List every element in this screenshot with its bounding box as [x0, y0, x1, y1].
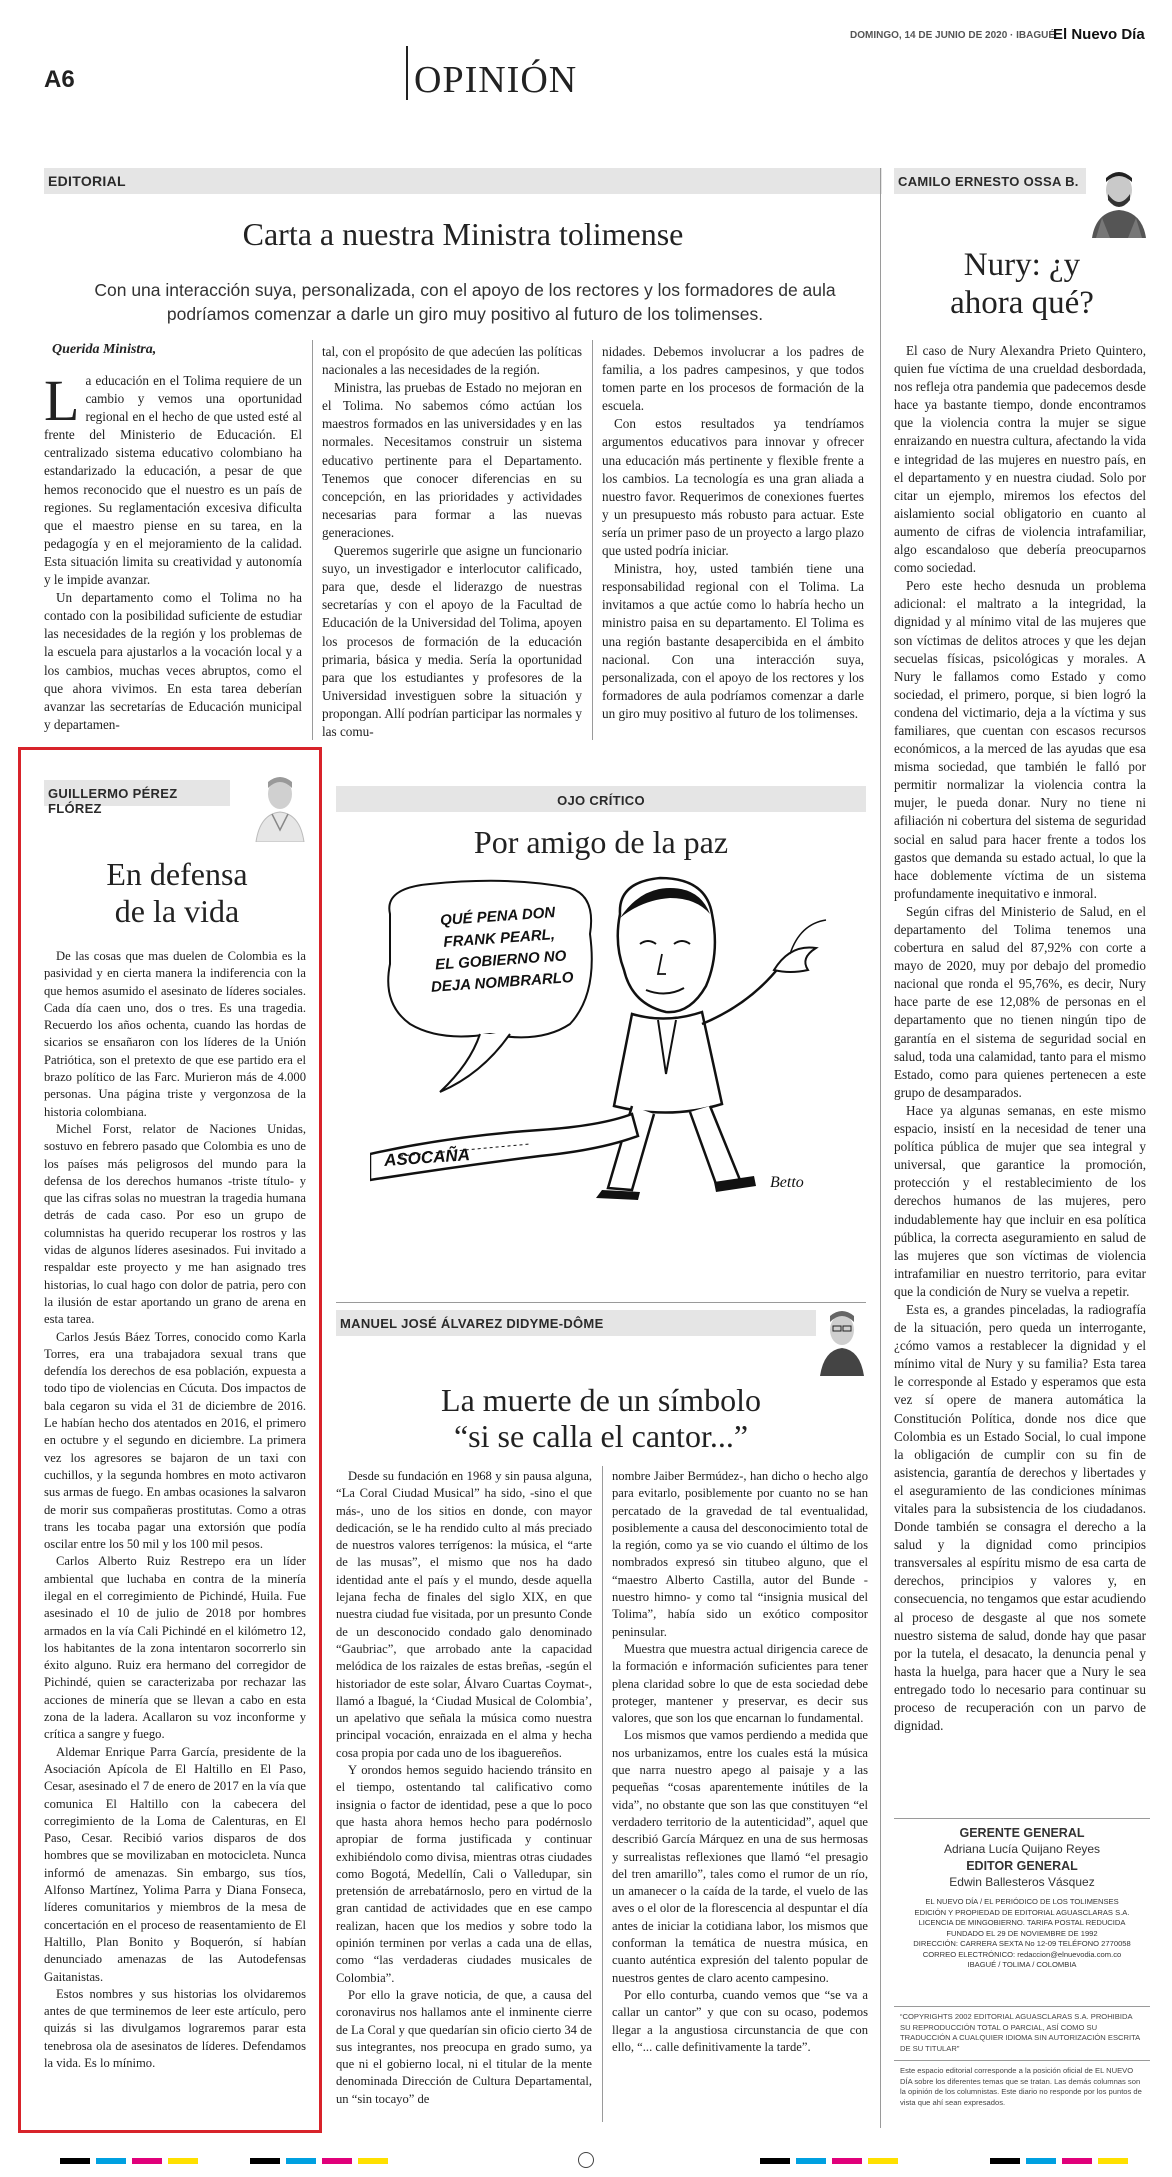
- section-rule: [336, 1302, 866, 1303]
- column-right-p4: Hace ya algunas semanas, en este mismo espacio, insistí en la necesidad de tener una política pública de mujer que sea integral y universal, que garantice la promoción, protección y el restablecimiento de los derechos humanos de las mujeres, pero indudablemente hay que incluir en esa política pública, la correcta aseguramiento en salud de las mujeres que son víctimas de violencia intrafamiliar en nuestro territorio, para evitar que la condición de Nury se vuelva a repetir.: [894, 1102, 1146, 1299]
- column-right-title: [894, 246, 1150, 322]
- speech-line-2: FRANK PEARL,: [442, 926, 556, 951]
- column-right-body: [894, 342, 1146, 1735]
- staff-info-line: EDICIÓN Y PROPIEDAD DE EDITORIAL AGUASCLARAS S.A.: [914, 1907, 1130, 1917]
- column-center-a-p3: Por ello la grave noticia, de que, a causa del coronavirus nos hallamos ante el inminente cierre de La Coral y que quedarían sin oficio cierto 34 de sus integrantes, nos preocupa en grado sumo, ya que ni el gobierno local, ni el titular de la mente denominada Dirección de Cultura Departamental, un “sin tocayo” de: [336, 1987, 592, 2106]
- column-right-p3: Según cifras del Ministerio de Salud, en el departamento del Tolima tenemos una cobertura en salud del 87,92% con corte a mayo de 2020, muy por debajo del promedio nacional que ronda el 95,76%, es decir, Nury hace parte de ese 12,08% de personas en el departamento que no tienen ningún tipo de garantía en el sistema de seguridad social en salud, toda una calamidad, tanto para el mismo Estado, como para quienes pertenecen a este grupo de desamparados.: [894, 903, 1146, 1100]
- cartoon: [370, 874, 840, 1218]
- manager-name: Adriana Lucía Quijano Reyes: [943, 1842, 1101, 1856]
- staff-info-line: LICENCIA DE MINGOBIERNO. TARIFA POSTAL REDUCIDA: [918, 1918, 1126, 1927]
- staff-rule: [894, 2006, 1150, 2007]
- editorial-col2-p1: tal, con el propósito de que adecúen las políticas nacionales a las necesidades de la región.: [322, 344, 582, 378]
- column-right-author: CAMILO ERNESTO OSSA B.: [898, 174, 1079, 189]
- staff-rule: [894, 1818, 1150, 1819]
- author-photo-perez: [250, 770, 310, 842]
- column-center-a-p1: Desde su fundación en 1968 y sin pausa alguna, “La Coral Ciudad Musical” ha sido, -sino el que más-, uno de los sitios en donde, con mayor dedicación, se le ha rendido culto al más preciado de nuestros valores terrígenos: la música, el “arte de las musas”, el mismo que nos ha dado identidad ante el país y el mundo, desde aquella lejana fecha de finales del siglo XIX, en que nuestra ciudad fue visitada, por un presunto Conde de un desconocido condado galo denominado “Gaubriac”, que arrobado ante la capacidad melódica de los raizales de estas breñas, -según el historiador de este solar, Álvaro Cuartas Coymat-, llamó a Ibagué, la ‘Ciudad Musical de Colombia’, un apelativo que señala la música como nuestra principal vocación, enraizada en el alma y hecha cosa propia por cada uno de los ibaguereños.: [336, 1469, 593, 1760]
- editor-name: Edwin Ballesteros Vásquez: [949, 1875, 1095, 1889]
- column-center-b-p2: Muestra que muestra actual dirigencia carece de la formación e información suficientes para tener plena claridad sobre lo que de esta sociedad debe proteger, mantener y preservar, es decir sus valores, que son los que encarnan lo fundamental.: [612, 1641, 868, 1726]
- editorial-label: EDITORIAL: [48, 173, 126, 189]
- column-center-b-p1: nombre Jaiber Bermúdez-, han dicho o hecho algo para evitarlo, posiblemente por cuanto no se han percatado de la gravedad de tal eventualidad, posiblemente a causa del desconocimiento total de la región, como ya se vio cuando el último de los nombrados expresó sin titubeo alguno, que el “maestro Alberto Castilla, autor del Bunde -nuestro himno- y como tal “insignia musical del Tolima”, había sido un exótico compositor peninsular.: [612, 1469, 868, 1639]
- cartoonist-signature: Betto: [770, 1174, 804, 1191]
- staff-info-line: IBAGUÉ / TOLIMA / COLOMBIA: [967, 1960, 1077, 1969]
- dateline: DOMINGO, 14 DE JUNIO DE 2020 · IBAGUÉ: [850, 30, 1056, 41]
- column-left-p4: Carlos Alberto Ruiz Restrepo era un líder ambiental que luchaba en contra de la minería ilegal en el corregimiento de Pichindé, Huila. Fue asesinado el 10 de julio de 2018 por hombres armados en la vía Cali Pichindé en el kilómetro 12, los habitantes de la zona intentaron socorrerlo sin éxito alguno. Ruiz era hermano del corregidor de Pichindé, quien se caracterizaba por rechazar las acciones de minería que se llevan a cabo en esta zona de la ladera. Acallaron su voz inconforme y crítica a sangre y fuego.: [44, 1554, 306, 1742]
- editorial-title: Carta a nuestra Ministra tolimense: [242, 216, 684, 252]
- author-photo-alvarez: [816, 1306, 868, 1376]
- copyright-notice: “COPYRIGHTS 2002 EDITORIAL AGUASCLARAS S.A. PROHIBIDA SU REPRODUCCIÓN TOTAL O PARCIAL, ASÍ COMO SU TRADUCCIÓN A CUALQUIER IDIOMA SIN AUTORIZACIÓN ESCRITA DE SU TITULAR”: [900, 2012, 1140, 2053]
- column-left-p1: De las cosas que mas duelen de Colombia es la pasividad y en cierta manera la indiferencia con la que hemos asumido el asesinato de líderes sociales. Cada día caen uno, dos o tres. Es una tragedia. Recuerdo los años ochenta, cuando las hordas de sicarios se ensañaron con los líderes de la Unión Patriótica, son el pretexto de que ese partido era el brazo político de las Farc. Murieron más de 4.000 personas. Una página triste y vergonzosa de la historia colombiana.: [44, 949, 306, 1119]
- editorial-col1-p2: Un departamento como el Tolima no ha contado con la posibilidad suficiente de estudiar las necesidades de la región y los problemas de la escuela para ajustarlos a la vocación local y a los cambios, muchas veces abruptos, como el que ahora vivimos. En esta tarea deberían avanzar las secretarías de Educación municipal y departamen-: [44, 590, 302, 732]
- ojo-critico-title: Por amigo de la paz: [473, 824, 729, 860]
- column-rule: [602, 1466, 603, 2122]
- staff-rule: [894, 2060, 1150, 2061]
- column-right-p2: Pero este hecho desnuda un problema adicional: el maltrato a la integridad, la dignidad y al mínimo vital de las mujeres que son víctimas de delitos atroces y que les dejan secuelas físicas, psicológicas y morales. A Nury le fallamos como Estado y como sociedad, el primero, porque, si bien logró la condena del victimario, deja a la víctima y sus familiares, que cuentan con escasos recursos económicos, a la merced de las ayudas que esa misma sociedad, que también le falló por permitir normalizar la violencia contra la mujer, le pueda donar. Nury no tiene ni afiliación ni cobertura del sistema de seguridad social en salud para hacer frente a todos los gastos que demanda su estado actual, lo que la hace doblemente víctima de un sistema profundamente inequitativo e inmoral.: [894, 578, 1146, 901]
- column-center-col-a: [336, 1468, 592, 2108]
- column-left-title-line-1: En defensa: [106, 856, 248, 892]
- staff-info-line: EL NUEVO DÍA / EL PERIÓDICO DE LOS TOLIMENSES: [925, 1897, 1119, 1906]
- editorial-col2-p2: Ministra, las pruebas de Estado no mejoran en el Tolima. No sabemos cómo actúan los maestros formados en las universidades y en las normales. Necesitamos construir un sistema educativo pertinente para el Departamento. Tenemos que conocer diferencias en su concepción, en las prioridades y actividades necesarias para formar a las nuevas generaciones.: [322, 380, 582, 540]
- ojo-critico-label: OJO CRÍTICO: [557, 793, 645, 808]
- column-right-title-line-1: Nury: ¿y: [963, 247, 1081, 283]
- column-center-author: MANUEL JOSÉ ÁLVAREZ DIDYME-DÔME: [340, 1316, 604, 1331]
- column-left-p3: Carlos Jesús Báez Torres, conocido como Karla Torres, era una trabajadora sexual trans que defendía los derechos de esa población, expuesta a todo tipo de violencias en Cúcuta. Dos impactos de bala cegaron su vida el 31 de diciembre de 2016. Le habían hecho dos atentados en 2016, el primero en octubre y el segundo en diciembre. La primera vez los agresores se bajaron de un taxi con cuchillos, y la segunda hombres en moto activaron sus armas de fuego. En ambas ocasiones la salvaron de morir sus compañeras prostitutas. Como a otras trans les tocaba pagar una extorsión que podía oscilar entre los 50 mil y los 100 mil pesos.: [44, 1329, 306, 1552]
- editor-title: EDITOR GENERAL: [966, 1859, 1078, 1873]
- column-center-b-p3: Los mismos que vamos perdiendo a medida que nos urbanizamos, entre los cuales está la música que narra nuestro apego al paisaje y a las pequeñas “cosas aparentemente inútiles de la vida”, no obstante que son las que constituyen “el verdadero territorio de la autenticidad”, aquel que describió García Márquez en una de sus hermosas y surrealistas reflexiones que llamó “el presagio del tren amarillo”, tales como el rumor de un río, un amanecer o la caída de la tarde, el vuelo de las aves o el olor de la florescencia al despuntar el día antes de iniciar la cotidiana labor, los mismos que conforman la temática de nuestra música, en cuanto auténtica expresión del talento popular de nuestros gentes de claro acento campesino.: [612, 1728, 868, 1985]
- column-center-label-bar: [336, 1310, 820, 1336]
- column-left-p2: Michel Forst, relator de Naciones Unidas, sostuvo en febrero pasado que Colombia es uno de los países más peligrosos del mundo para la defensa de los derechos humanos -triste título- y que las cifras solas no muestran la tragedia humana detrás de cada caso. Por eso un grupo de columnistas ha querido recuperar los rostros y las vidas de algunos líderes asesinados. Fui invitado a respaldar este proyecto y me han asignado tres historias, lo cual hago con dolor de patria, pero con la ilusión de estar aportando un grano de arena en esta tarea.: [44, 1121, 306, 1327]
- editorial-col1-p1: a educación en el Tolima requiere de un cambio y vemos una oportunidad regional en el hecho de que usted esté al frente del Ministerio de Educación. El centralizado sistema educativo colombiano ha estandarizado la educación, a pesar de que hemos reconocido que el nuestro es un país de regiones. Su reglamentación excesiva dificulta que el maestro piense en su tarea, en la pedagogía y en el mejoramiento de la calidad. Esta situación limita su creatividad y autonomía y le impide avanzar.: [44, 373, 302, 588]
- editorial-column-1: [44, 368, 302, 734]
- sleeve-label: ASOCAÑA: [383, 1145, 471, 1170]
- column-rule: [312, 340, 313, 740]
- column-right-label-bar: [894, 168, 1086, 194]
- column-center-a-p2: Y orondos hemos seguido haciendo tránsito en el tiempo, ostentando tal calificativo como insignia o factor de identidad, pese a que lo poco que hasta ahora hemos hecho para podérnoslo apropiar de forma justificada y continuar exhibiéndolo como divisa, mientras otras ciudades como Bogotá, Medellín, Cali o Valledupar, sin pretensión de arrebatárnoslo, pero en virtud de la gran cantidad de actividades que en ese campo realizan, hacen que los medios y sobre todo la opinión terminen por verlas a cada una de ellas, como “las verdaderas ciudades musicales de Colombia”.: [336, 1763, 592, 1985]
- column-left-title: [44, 856, 310, 930]
- editorial-disclaimer: Este espacio editorial corresponde a la posición oficial de EL NUEVO DÍA sobre los diferentes temas que se tratan. Las demás columnas son la opinión de los columnistas. Este diario no responde por los puntos de vista que ahí sean expresados.: [900, 2066, 1142, 2107]
- editorial-col3-p3: Ministra, hoy, usted también tiene una responsabilidad regional con el Tolima. La invitamos a que actúe como lo habría hecho un ministro paisa en su departamento. El Tolima es una región bastante desapercibida en el ámbito nacional. Con una interacción suya, personalizada, con el apoyo de los rectores y los formadores de aula podríamos comenzar a darle un giro muy positivo al futuro de los tolimenses.: [602, 561, 864, 721]
- header-divider: [406, 46, 408, 100]
- column-left-title-line-2: de la vida: [114, 893, 240, 929]
- page-number: A6: [44, 66, 75, 93]
- column-center-b-p4: Por ello conturba, cuando vemos que “se va a callar un cantor” y que con su ocaso, podemos llegar a la angustiosa circunstancia de que con ello, “... calle definitivamente la tarde”.: [612, 1987, 868, 2054]
- staff-box: [894, 1826, 1150, 1971]
- column-left-p6: Estos nombres y sus historias los olvidaremos antes de que terminemos de leer este artículo, pero quizás si las divulgamos lograremos parar esta tenebrosa ola de asesinatos de líderes. Defendamos la vida. Es lo mínimo.: [44, 1986, 306, 2070]
- editorial-label-bar: [44, 168, 882, 194]
- editorial-column-3: [602, 343, 864, 723]
- editorial-deck: Con una interacción suya, personalizada, con el apoyo de los rectores y los formadores de aula podríamos comenzar a darle un giro muy positivo al futuro de los tolimenses.: [94, 280, 836, 324]
- column-center-col-b: [612, 1468, 868, 2056]
- section-title: OPINIÓN: [414, 59, 578, 101]
- editorial-col2-p3: Queremos sugerirle que asigne un funcionario suyo, un investigador e interlocutor calificado, para que, desde el liderazgo de nuestras secretarías y con el apoyo de la Facultad de Educación de la Universidad del Tolima, apoyen los procesos de formación de la educación primaria, básica y media. Sería la oportunidad para que los estudiantes y profesores de la Universidad investiguen sobre la situación y propongan. Allí podrían participar las normales y las comu-: [322, 543, 582, 739]
- staff-info-line: CORREO ELECTRÓNICO: redaccion@elnuevodia.com.co: [922, 1949, 1122, 1959]
- masthead: El Nuevo Día: [1053, 26, 1145, 43]
- column-center-title-line-1: La muerte de un símbolo: [441, 1382, 761, 1418]
- editorial-column-2: [322, 343, 582, 741]
- column-left-p5: Aldemar Enrique Parra García, presidente de la Asociación Apícola de El Haltillo en El Paso, Cesar, asesinado el 7 de enero de 2017 en la vía que comunica El Haltillo con la cabecera del corregimiento de la Loma de Calenturas, en El Paso, Cesar. Recibió varios disparos de dos hombres que se movilizaban en motocicleta. Nunca informó de amenazas. Sin embargo, sus tíos, Alfonso Martínez, Yolima Parra y Diana Fonseca, líderes comunitarios y miembros de la mesa de concertación en el proceso de reasentamiento de El Haltillo, Plan Bonito y Boquerón, sí habían denunciado amenazas de las Autodefensas Gaitanistas.: [44, 1744, 306, 1984]
- column-right-p5: Esta es, a grandes pinceladas, la radiografía de la situación, pero queda un interrogante, ¿cómo vamos a restablecer la dignidad y el mínimo vital de Nury y su familia? Esta tarea le corresponde al Estado y esperamos que esta vez sí opere de manera automática la Constitución Política, donde nos dice que Colombia es un Estado Social, lo cual impone la obligación de cumplir con su fin de asistencia, garantía de derechos y libertades y el aseguramiento de las condiciones mínimas vitales para la subsistencia de los ciudadanos. Donde también se consagra el derecho a la salud y la dignidad como principios transversales al espíritu mismo de esa carta de derechos, principios y valores y, en consecuencia, no tengamos que estar acudiendo al proceso de desgaste al que nos somete nuestro sistema de salud, donde hay que pasar por la tutela, el desacato, la denuncia penal y hasta la huelga, para hacer que a Nury le sea entregado todo lo necesario para continuar su proceso de recuperación con un parvo de dignidad.: [894, 1301, 1146, 1734]
- crosshair-icon: [578, 2152, 594, 2168]
- column-right-title-line-2: ahora qué?: [950, 285, 1094, 321]
- speech-line-4: DEJA NOMBRARLO: [430, 968, 575, 996]
- manager-title: GERENTE GENERAL: [959, 1826, 1085, 1840]
- column-right-p1: El caso de Nury Alexandra Prieto Quintero, quien fue víctima de una crueldad desbordada, nos refleja otra pandemia que padecemos desde hace ya bastante tiempo, donde encontramos que la violencia contra la mujer se sigue enraizando en nuestra cultura, afectando la vida e integridad de las mujeres en nuestro país, en el departamento y en nuestra ciudad. Solo por citar un ejemplo, miremos los efectos del aislamiento social obligatorio en cuanto al aumento de cifras de violencia intrafamiliar, algo escandaloso que debería preocuparnos como sociedad.: [894, 343, 1146, 576]
- staff-info-line: FUNDADO EL 29 DE NOVIEMBRE DE 1992: [946, 1928, 1098, 1938]
- speech-line-3: EL GOBIERNO NO: [434, 947, 567, 974]
- editorial-salutation: Querida Ministra,: [52, 342, 157, 357]
- column-center-title: [336, 1382, 866, 1454]
- author-photo-ossa: [1088, 164, 1150, 238]
- drop-cap: L: [44, 368, 80, 433]
- column-left-author: GUILLERMO PÉREZ FLÓREZ: [48, 786, 178, 816]
- column-rule: [880, 168, 881, 2128]
- column-left-label-bar: [44, 780, 230, 816]
- speech-line-1: QUÉ PENA DON: [439, 904, 556, 930]
- staff-info-line: DIRECCIÓN: CARRERA SEXTA No 12-09 TELÉFONO 2770058: [913, 1939, 1131, 1948]
- speech-bubble-text: [407, 900, 593, 1000]
- column-rule: [592, 340, 593, 740]
- ojo-critico-label-bar: [336, 786, 866, 812]
- column-center-title-line-2: “si se calla el cantor...”: [453, 1418, 749, 1454]
- editorial-col3-p2: Con estos resultados ya tendríamos argumentos educativos para innovar y ofrecer una educación más pertinente y flexible frente a los cambios. La tecnología es una gran aliada a nuestro favor. Requerimos de conexiones fuertes y un presupuesto más robusto para actuar. Este sería un primer paso de un proyecto a largo plazo que usted podría iniciar.: [602, 416, 864, 559]
- editorial-col3-p1: nidades. Debemos involucrar a los padres de familia, a los padres campesinos, y que todos tomen parte en los procesos de formación de la escuela.: [602, 344, 864, 414]
- column-left-body: [44, 948, 306, 2072]
